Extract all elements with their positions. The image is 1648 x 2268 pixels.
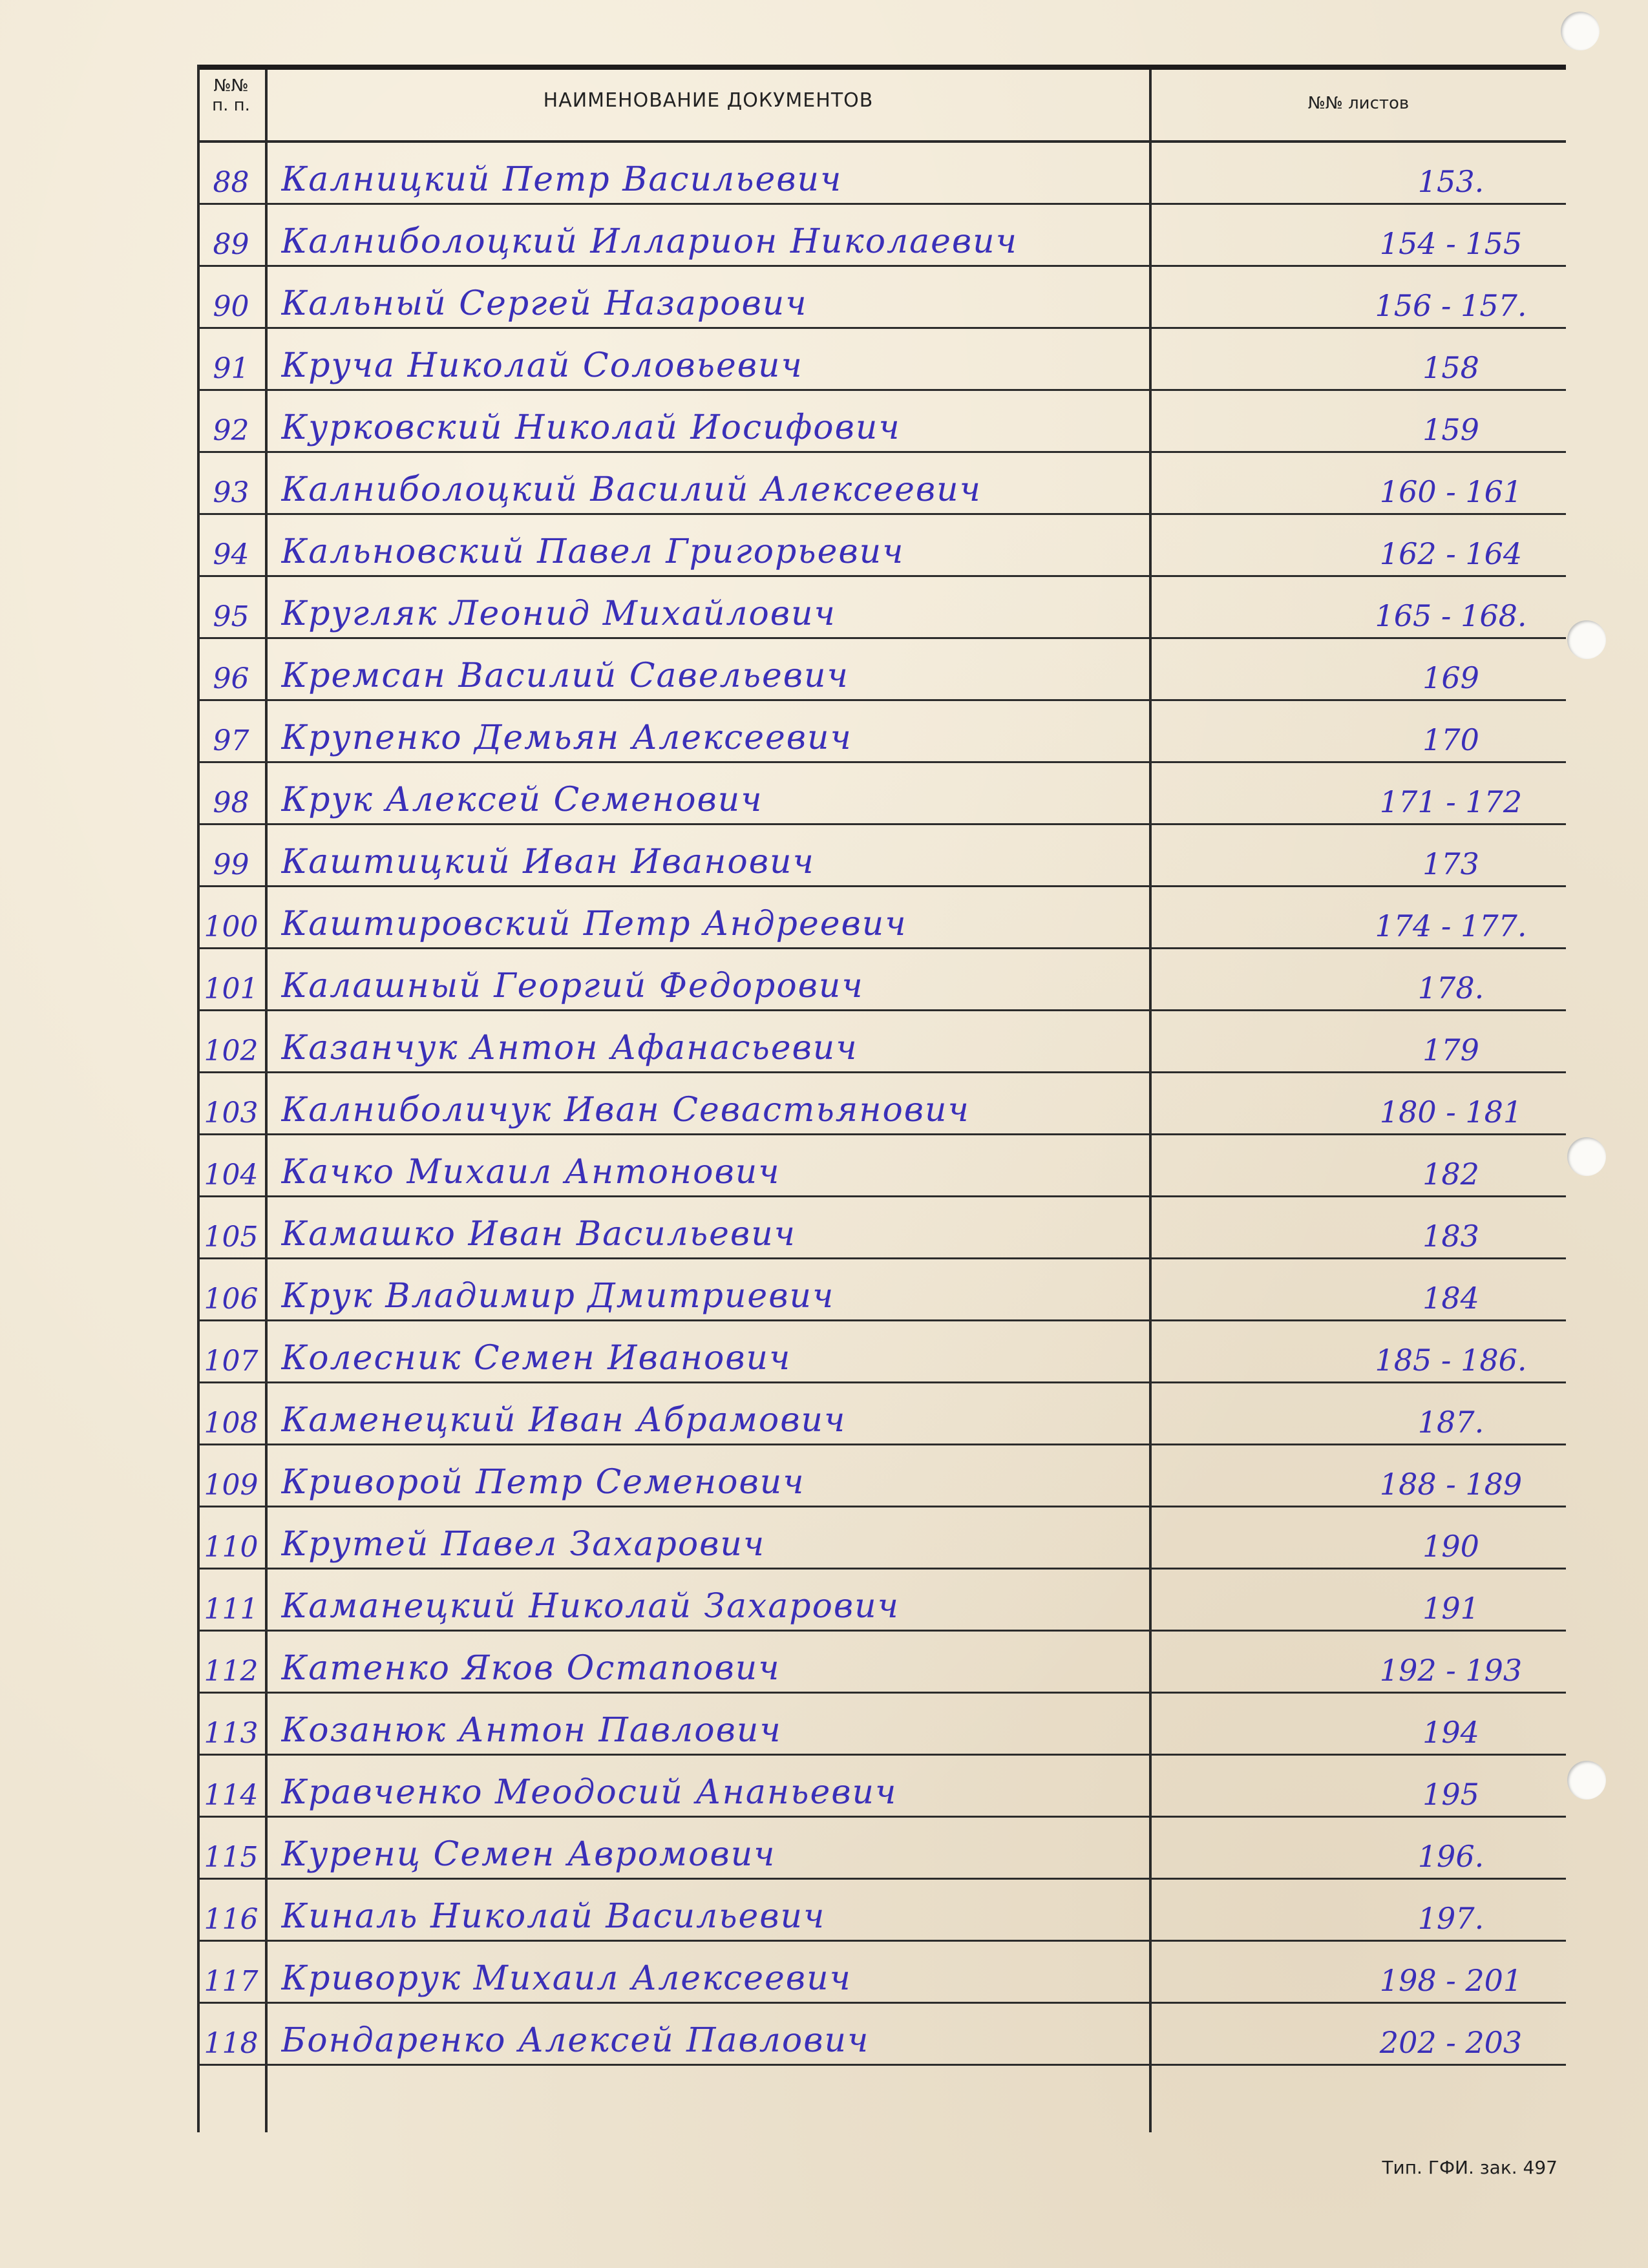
- table-top-rule: [197, 65, 1566, 70]
- table-row: [197, 1818, 1566, 1880]
- table-row: [197, 391, 1566, 453]
- print-mark: Тип. ГФИ. зак. 497: [1382, 2157, 1558, 2178]
- row-sheet-numbers: 162 - 164: [1379, 536, 1523, 571]
- row-sheet-numbers: 188 - 189: [1379, 1467, 1523, 1502]
- row-sheet-numbers: 179: [1422, 1033, 1479, 1067]
- row-number: 108: [204, 1407, 259, 1440]
- row-sheet-numbers: 195: [1422, 1777, 1479, 1812]
- table-row: [197, 1011, 1566, 1073]
- row-person-name: Кругляк Леонид Михайлович: [281, 594, 836, 633]
- row-person-name: Козанюк Антон Павлович: [281, 1711, 782, 1750]
- row-number: 88: [213, 166, 249, 199]
- row-person-name: Киналь Николай Васильевич: [281, 1897, 826, 1936]
- row-sheet-numbers: 198 - 201: [1379, 1963, 1523, 1998]
- row-sheet-numbers: 197.: [1417, 1901, 1484, 1936]
- row-person-name: Куренц Семен Авромович: [281, 1835, 776, 1874]
- row-number: 111: [204, 1593, 259, 1626]
- table-row: [197, 1197, 1566, 1259]
- row-number: 97: [213, 724, 249, 757]
- table-row: [197, 515, 1566, 577]
- row-person-name: Крук Алексей Семенович: [281, 781, 763, 819]
- row-sheet-numbers: 192 - 193: [1379, 1653, 1523, 1688]
- row-person-name: Калниболичук Иван Севастьянович: [281, 1091, 970, 1129]
- row-number: 107: [204, 1345, 259, 1378]
- row-number: 96: [213, 662, 249, 695]
- row-number: 91: [213, 352, 249, 385]
- table-row: [197, 1073, 1566, 1135]
- row-sheet-numbers: 202 - 203: [1379, 2025, 1523, 2060]
- row-person-name: Кравченко Меодосий Ананьевич: [281, 1773, 898, 1812]
- row-sheet-numbers: 160 - 161: [1379, 474, 1523, 509]
- table-row: [197, 1694, 1566, 1756]
- row-number: 114: [204, 1779, 259, 1812]
- row-number: 116: [204, 1903, 259, 1936]
- row-person-name: Кальновский Павел Григорьевич: [281, 532, 905, 571]
- row-number: 101: [204, 972, 259, 1005]
- table-row: [197, 949, 1566, 1011]
- table-row: [197, 1507, 1566, 1570]
- row-sheet-numbers: 165 - 168.: [1375, 598, 1527, 633]
- row-number: 95: [213, 600, 249, 633]
- row-person-name: Кальный Сергей Назарович: [281, 284, 808, 323]
- row-sheet-numbers: 154 - 155: [1379, 226, 1523, 261]
- table-row: [197, 1259, 1566, 1321]
- row-sheet-numbers: 190: [1422, 1529, 1479, 1564]
- header-number-column: [197, 76, 265, 115]
- row-person-name: Крупенко Демьян Алексеевич: [281, 719, 852, 757]
- row-person-name: Каманецкий Николай Захарович: [281, 1587, 900, 1626]
- table-row: [197, 2004, 1566, 2066]
- row-number: 90: [213, 290, 249, 323]
- row-person-name: Калниболоцкий Василий Алексеевич: [281, 470, 982, 509]
- row-sheet-numbers: 170: [1422, 722, 1479, 757]
- row-sheet-numbers: 194: [1422, 1715, 1479, 1750]
- row-sheet-numbers: 153.: [1417, 164, 1484, 199]
- row-number: 113: [204, 1717, 259, 1750]
- row-person-name: Катенко Яков Остапович: [281, 1649, 781, 1688]
- table-row: [197, 1321, 1566, 1383]
- row-sheet-numbers: 187.: [1417, 1405, 1484, 1440]
- table-row: [197, 887, 1566, 949]
- row-sheet-numbers: 183: [1422, 1219, 1479, 1254]
- table-row: [197, 1632, 1566, 1694]
- header-document-name-column: НАИМЕНОВАНИЕ ДОКУМЕНТОВ: [543, 89, 874, 112]
- row-number: 99: [213, 848, 249, 881]
- row-person-name: Камашко Иван Васильевич: [281, 1215, 797, 1254]
- table-row: [197, 1880, 1566, 1942]
- row-person-name: Калницкий Петр Васильевич: [281, 160, 843, 199]
- row-person-name: Качко Михаил Антонович: [281, 1153, 781, 1192]
- table-row: [197, 205, 1566, 267]
- row-sheet-numbers: 184: [1422, 1281, 1479, 1316]
- row-sheet-numbers: 191: [1422, 1591, 1479, 1626]
- row-person-name: Калниболоцкий Илларион Николаевич: [281, 222, 1019, 261]
- row-person-name: Курковский Николай Иосифович: [281, 408, 901, 447]
- row-sheet-numbers: 159: [1422, 412, 1479, 447]
- row-number: 118: [204, 2027, 259, 2060]
- table-row: [197, 329, 1566, 391]
- table-row: [197, 639, 1566, 701]
- row-number: 104: [204, 1159, 259, 1192]
- row-sheet-numbers: 178.: [1417, 971, 1484, 1005]
- table-row: [197, 267, 1566, 329]
- table-row: [197, 701, 1566, 763]
- row-number: 103: [204, 1097, 259, 1129]
- row-sheet-numbers: 180 - 181: [1379, 1095, 1523, 1129]
- row-number: 112: [204, 1655, 259, 1688]
- table-row: [197, 1135, 1566, 1197]
- table-row: [197, 577, 1566, 639]
- table-row: [197, 825, 1566, 887]
- document-list: [197, 143, 1566, 2066]
- row-number: 106: [204, 1283, 259, 1316]
- row-number: 94: [213, 538, 249, 571]
- row-number: 115: [204, 1841, 259, 1874]
- row-person-name: Калашный Георгий Федорович: [281, 967, 864, 1005]
- table-row: [197, 1383, 1566, 1445]
- row-person-name: Каштировский Петр Андреевич: [281, 905, 907, 943]
- punch-hole-top: [1561, 12, 1600, 50]
- row-person-name: Каменецкий Иван Абрамович: [281, 1401, 847, 1440]
- row-person-name: Казанчук Антон Афанасьевич: [281, 1029, 858, 1067]
- row-person-name: Кремсан Василий Савельевич: [281, 656, 849, 695]
- row-number: 100: [204, 910, 259, 943]
- table-row: [197, 1445, 1566, 1507]
- row-person-name: Крутей Павел Захарович: [281, 1525, 766, 1564]
- table-row: [197, 453, 1566, 515]
- row-number: 110: [204, 1531, 259, 1564]
- row-person-name: Колесник Семен Иванович: [281, 1339, 792, 1378]
- row-sheet-numbers: 158: [1422, 350, 1479, 385]
- header-number-label: №№ п. п.: [212, 76, 250, 115]
- row-person-name: Бондаренко Алексей Павлович: [281, 2021, 870, 2060]
- row-number: 117: [204, 1965, 259, 1998]
- row-number: 92: [213, 414, 249, 447]
- row-number: 89: [213, 228, 249, 261]
- row-number: 102: [204, 1034, 259, 1067]
- table-row: [197, 143, 1566, 205]
- row-person-name: Криворук Михаил Алексеевич: [281, 1959, 852, 1998]
- row-person-name: Каштицкий Иван Иванович: [281, 843, 815, 881]
- row-sheet-numbers: 185 - 186.: [1375, 1343, 1527, 1378]
- row-sheet-numbers: 196.: [1417, 1839, 1484, 1874]
- row-sheet-numbers: 173: [1422, 846, 1479, 881]
- row-person-name: Крук Владимир Дмитриевич: [281, 1277, 835, 1316]
- row-number: 98: [213, 786, 249, 819]
- row-number: 109: [204, 1469, 259, 1502]
- header-sheets-column: №№ листов: [1307, 94, 1410, 113]
- row-sheet-numbers: 169: [1422, 660, 1479, 695]
- row-number: 93: [213, 476, 249, 509]
- row-sheet-numbers: 174 - 177.: [1375, 908, 1527, 943]
- row-person-name: Криворой Петр Семенович: [281, 1463, 805, 1502]
- table-row: [197, 1756, 1566, 1818]
- table-row: [197, 1942, 1566, 2004]
- table-row: [197, 763, 1566, 825]
- row-sheet-numbers: 156 - 157.: [1375, 288, 1527, 323]
- row-sheet-numbers: 182: [1422, 1157, 1479, 1192]
- table-row: [197, 1570, 1566, 1632]
- row-sheet-numbers: 171 - 172: [1379, 784, 1523, 819]
- row-person-name: Круча Николай Соловьевич: [281, 346, 803, 385]
- row-number: 105: [204, 1221, 259, 1254]
